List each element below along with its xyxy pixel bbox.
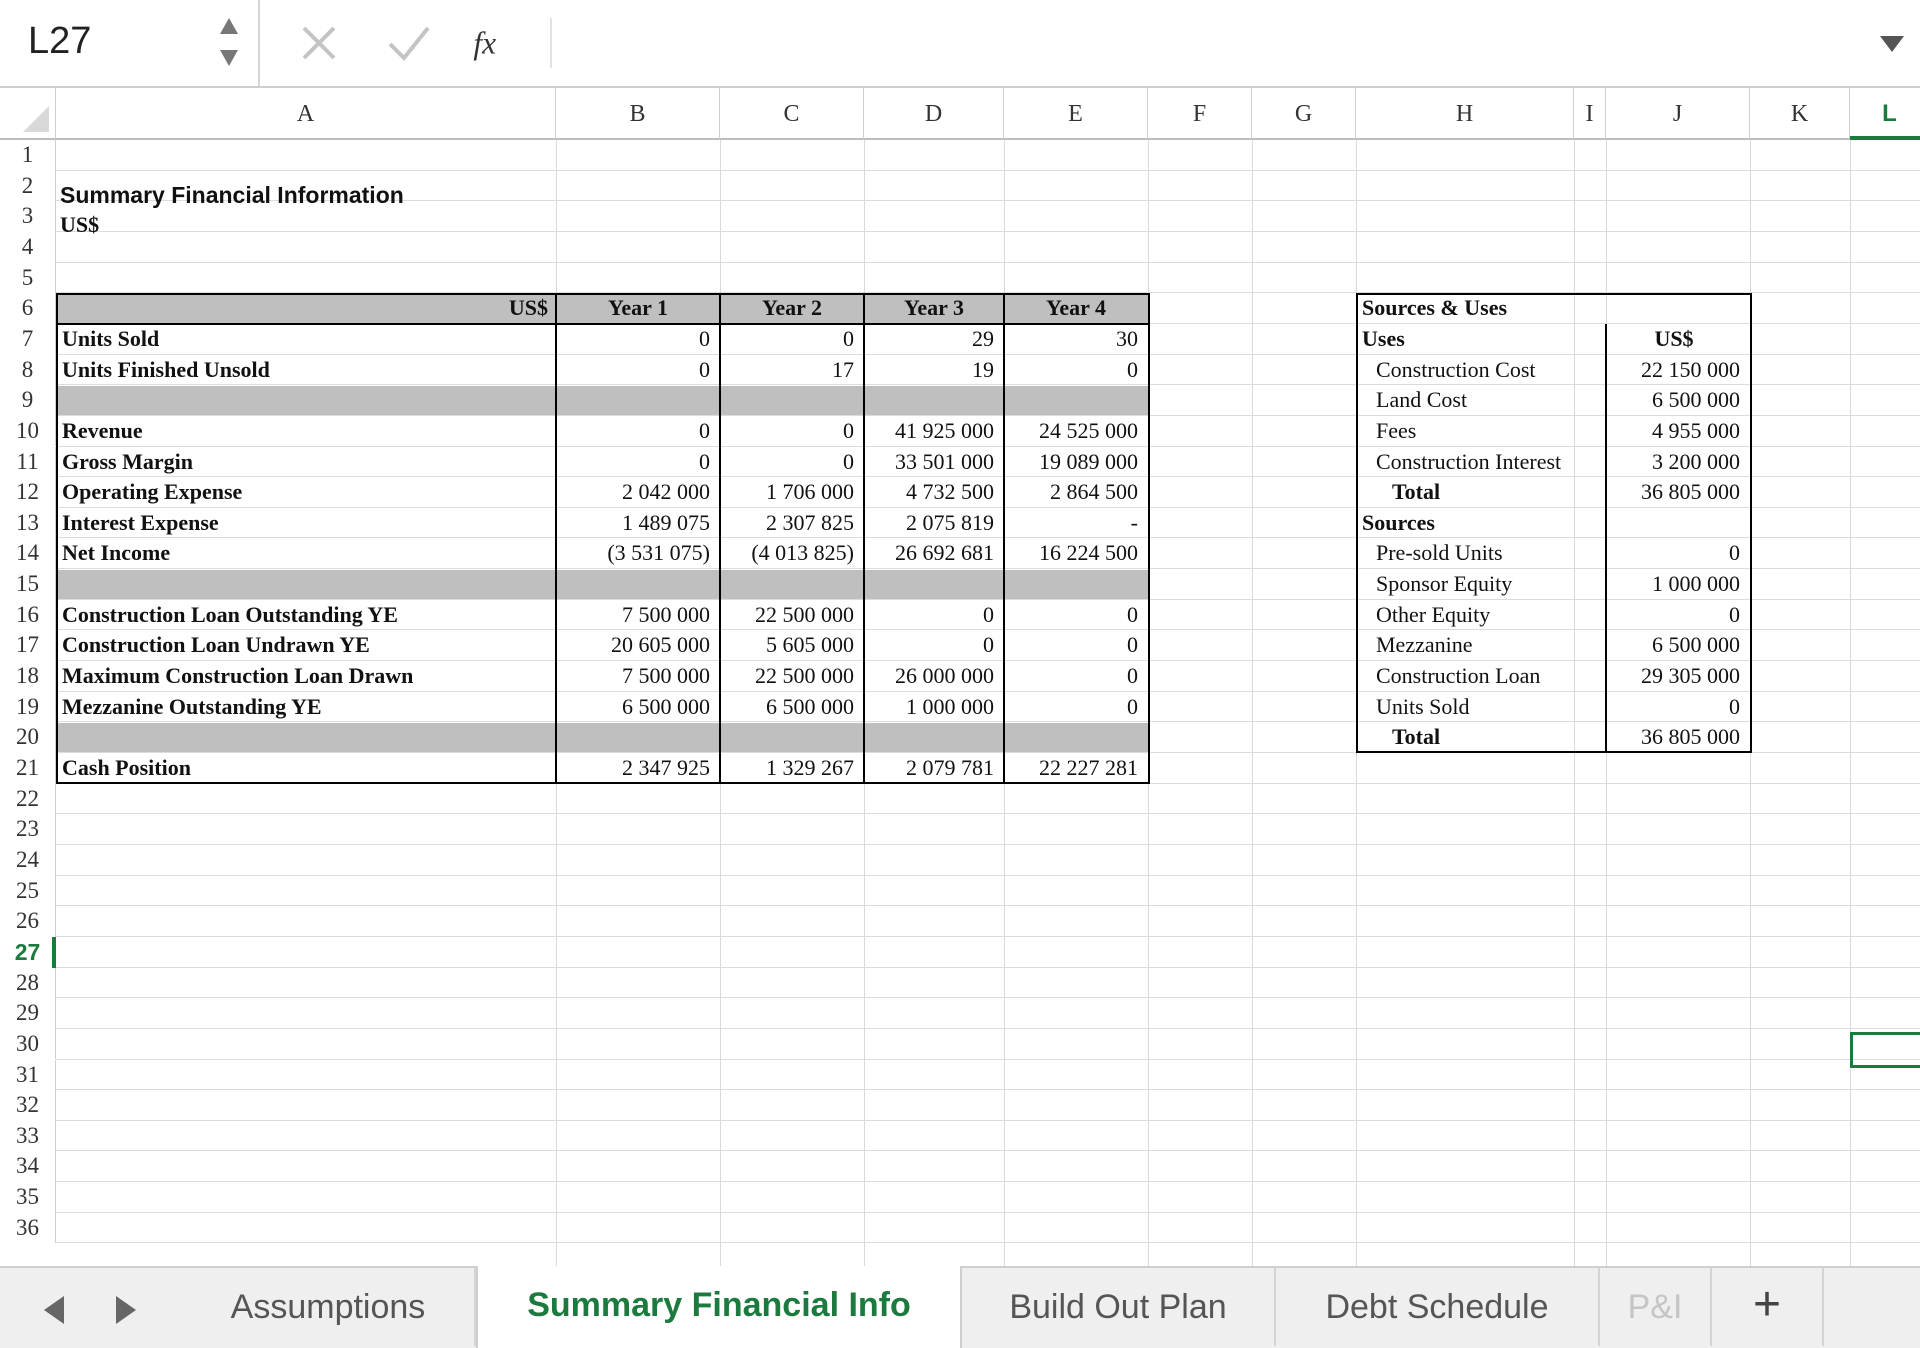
- summary-value-r7-c2[interactable]: 0: [843, 325, 854, 351]
- row-header-34[interactable]: 34: [0, 1151, 56, 1182]
- prev-sheet-arrow-icon[interactable]: [36, 1290, 76, 1330]
- row-header-3[interactable]: 3: [0, 201, 56, 232]
- summary-value-r18-c3[interactable]: 26 000 000: [895, 663, 994, 689]
- row-header-22[interactable]: 22: [0, 784, 56, 815]
- summary-table-border: [56, 293, 1150, 783]
- su-label-row-18[interactable]: Construction Loan: [1376, 663, 1541, 689]
- summary-label-row-7[interactable]: Units Sold: [62, 325, 160, 351]
- summary-label-row-12[interactable]: Operating Expense: [62, 479, 243, 505]
- row-gridline: [56, 875, 1920, 876]
- sheet-tab-summary-financial-info[interactable]: Summary Financial Info: [476, 1266, 962, 1348]
- sources-uses-title[interactable]: Sources & Uses: [1362, 295, 1508, 321]
- column-header-f[interactable]: F: [1148, 88, 1252, 140]
- su-value-row-16[interactable]: 0: [1729, 601, 1740, 627]
- row-header-24[interactable]: 24: [0, 845, 56, 876]
- row-header-32[interactable]: 32: [0, 1090, 56, 1121]
- row-header-31[interactable]: 31: [0, 1060, 56, 1091]
- summary-value-r17-c2[interactable]: 5 605 000: [766, 632, 854, 658]
- summary-value-r19-c3[interactable]: 1 000 000: [906, 693, 994, 719]
- name-box-stepper-icon[interactable]: [218, 14, 240, 70]
- add-sheet-button[interactable]: +: [1712, 1268, 1824, 1346]
- col-gridline: [1252, 140, 1253, 1266]
- sheet-tab-debt-schedule[interactable]: Debt Schedule: [1276, 1268, 1600, 1346]
- row-header-10[interactable]: 10: [0, 416, 56, 447]
- active-cell-l27[interactable]: [1850, 1032, 1920, 1068]
- summary-value-r14-c2[interactable]: (4 013 825): [751, 540, 854, 566]
- summary-value-r10-c1[interactable]: 0: [699, 417, 710, 443]
- summary-label-row-19[interactable]: Mezzanine Outstanding YE: [62, 693, 322, 719]
- row-gridline: [56, 936, 1920, 937]
- su-value-row-18[interactable]: 29 305 000: [1641, 663, 1740, 689]
- row-header-9[interactable]: 9: [0, 385, 56, 416]
- summary-value-r19-c2[interactable]: 6 500 000: [766, 693, 854, 719]
- column-header-j[interactable]: J: [1606, 88, 1750, 140]
- su-label-row-13[interactable]: Sources: [1362, 509, 1435, 535]
- su-value-row-8[interactable]: 22 150 000: [1641, 356, 1740, 382]
- summary-value-r21-c3[interactable]: 2 079 781: [906, 755, 994, 780]
- summary-header-3[interactable]: Year 3: [903, 295, 965, 321]
- summary-value-r8-c3[interactable]: 19: [972, 356, 994, 382]
- summary-value-r14-c1[interactable]: (3 531 075): [607, 540, 710, 566]
- row-header-25[interactable]: 25: [0, 876, 56, 907]
- sources-uses-col-divider: [1605, 324, 1607, 753]
- su-label-row-10[interactable]: Fees: [1376, 417, 1417, 443]
- su-value-row-19[interactable]: 0: [1729, 693, 1740, 719]
- summary-value-r12-c3[interactable]: 4 732 500: [906, 479, 994, 505]
- row-gridline: [56, 1028, 1920, 1029]
- row-header-26[interactable]: 26: [0, 906, 56, 937]
- row-header-19[interactable]: 19: [0, 692, 56, 723]
- summary-value-r7-c1[interactable]: 0: [699, 325, 710, 351]
- summary-label-row-8[interactable]: Units Finished Unsold: [62, 356, 270, 382]
- name-box-value[interactable]: L27: [28, 20, 92, 62]
- column-header-k[interactable]: K: [1750, 88, 1850, 140]
- summary-value-r17-c1[interactable]: 20 605 000: [611, 632, 710, 658]
- row-gridline: [56, 967, 1920, 968]
- next-sheet-arrow-icon[interactable]: [104, 1290, 144, 1330]
- row-header-28[interactable]: 28: [0, 968, 56, 999]
- row-gridline: [56, 905, 1920, 906]
- su-label-row-20[interactable]: Total: [1392, 724, 1441, 750]
- summary-value-r12-c1[interactable]: 2 042 000: [622, 479, 710, 505]
- su-label-row-8[interactable]: Construction Cost: [1376, 356, 1536, 382]
- column-header-a[interactable]: A: [56, 88, 556, 140]
- row-gridline: [56, 1212, 1920, 1213]
- summary-value-r16-c2[interactable]: 22 500 000: [755, 601, 854, 627]
- summary-value-r21-c4[interactable]: 22 227 281: [1039, 755, 1138, 780]
- row-header-36[interactable]: 36: [0, 1213, 56, 1244]
- row-gridline: [56, 1059, 1920, 1060]
- row-header-8[interactable]: 8: [0, 355, 56, 386]
- sheet-tab-assumptions[interactable]: Assumptions: [182, 1268, 476, 1346]
- su-label-row-17[interactable]: Mezzanine: [1376, 632, 1473, 658]
- su-value-row-14[interactable]: 0: [1729, 540, 1740, 566]
- row-header-30[interactable]: 30: [0, 1029, 56, 1060]
- row-header-18[interactable]: 18: [0, 661, 56, 692]
- su-value-row-17[interactable]: 6 500 000: [1652, 632, 1740, 658]
- row-header-27[interactable]: 27: [0, 937, 56, 968]
- su-label-row-16[interactable]: Other Equity: [1376, 601, 1491, 627]
- row-header-7[interactable]: 7: [0, 324, 56, 355]
- row-gridline: [56, 262, 1920, 263]
- row-header-15[interactable]: 15: [0, 569, 56, 600]
- summary-value-r8-c4[interactable]: 0: [1127, 356, 1138, 382]
- column-header-g[interactable]: G: [1252, 88, 1356, 140]
- summary-value-r10-c4[interactable]: 24 525 000: [1039, 417, 1138, 443]
- row-header-21[interactable]: 21: [0, 753, 56, 784]
- su-label-row-14[interactable]: Pre-sold Units: [1376, 540, 1503, 566]
- su-label-row-7[interactable]: Uses: [1362, 325, 1405, 351]
- cell-a2-title[interactable]: Summary Financial Information: [60, 182, 404, 208]
- row-gridline: [56, 1242, 1920, 1243]
- summary-value-r8-c1[interactable]: 0: [699, 356, 710, 382]
- summary-value-r16-c3[interactable]: 0: [983, 601, 994, 627]
- su-label-row-12[interactable]: Total: [1392, 479, 1441, 505]
- summary-value-r14-c4[interactable]: 16 224 500: [1039, 540, 1138, 566]
- sources-uses-border: [1356, 293, 1752, 753]
- summary-label-row-14[interactable]: Net Income: [62, 540, 171, 566]
- summary-col-divider: [863, 293, 865, 783]
- summary-header-4[interactable]: Year 4: [1045, 295, 1107, 321]
- row-gridline: [56, 1120, 1920, 1121]
- column-header-i[interactable]: I: [1574, 88, 1606, 140]
- column-header-d[interactable]: D: [864, 88, 1004, 140]
- column-header-e[interactable]: E: [1004, 88, 1148, 140]
- summary-value-r10-c3[interactable]: 41 925 000: [895, 417, 994, 443]
- row-header-33[interactable]: 33: [0, 1121, 56, 1152]
- summary-header-0[interactable]: US$: [508, 295, 548, 321]
- su-value-row-7[interactable]: US$: [1654, 325, 1694, 351]
- row-gridline: [56, 997, 1920, 998]
- row-selection-marker: [52, 937, 56, 968]
- su-label-row-19[interactable]: Units Sold: [1376, 693, 1470, 719]
- row-header-2[interactable]: 2: [0, 171, 56, 202]
- row-header-29[interactable]: 29: [0, 998, 56, 1029]
- insert-function-icon[interactable]: [472, 18, 522, 68]
- summary-value-r12-c4[interactable]: 2 864 500: [1050, 479, 1138, 505]
- column-header-l[interactable]: L: [1850, 88, 1920, 140]
- summary-value-r21-c1[interactable]: 2 347 925: [622, 755, 710, 780]
- spreadsheet-grid[interactable]: [0, 88, 1920, 1266]
- summary-value-r11-c1[interactable]: 0: [699, 448, 710, 474]
- summary-label-row-13[interactable]: Interest Expense: [62, 509, 219, 535]
- row-header-5[interactable]: 5: [0, 263, 56, 294]
- summary-value-r13-c3[interactable]: 2 075 819: [906, 509, 994, 535]
- summary-col-divider: [555, 293, 557, 783]
- row-header-11[interactable]: 11: [0, 447, 56, 478]
- svg-text:fx: fx: [473, 25, 497, 61]
- summary-value-r17-c3[interactable]: 0: [983, 632, 994, 658]
- cancel-icon[interactable]: [294, 18, 344, 68]
- su-value-row-12[interactable]: 36 805 000: [1641, 479, 1740, 505]
- summary-label-row-10[interactable]: Revenue: [62, 417, 143, 443]
- row-gridline: [56, 1150, 1920, 1151]
- row-header-4[interactable]: 4: [0, 232, 56, 263]
- summary-value-r13-c1[interactable]: 1 489 075: [622, 509, 710, 535]
- summary-value-r19-c1[interactable]: 6 500 000: [622, 693, 710, 719]
- row-header-13[interactable]: 13: [0, 508, 56, 539]
- summary-value-r18-c2[interactable]: 22 500 000: [755, 663, 854, 689]
- row-header-6[interactable]: 6: [0, 293, 56, 324]
- row-gridline: [56, 170, 1920, 171]
- formula-input[interactable]: [550, 18, 1852, 68]
- summary-value-r16-c1[interactable]: 7 500 000: [622, 601, 710, 627]
- summary-header-underline: [56, 323, 1148, 325]
- summary-label-row-11[interactable]: Gross Margin: [62, 448, 193, 474]
- su-value-row-11[interactable]: 3 200 000: [1652, 448, 1740, 474]
- row-header-35[interactable]: 35: [0, 1182, 56, 1213]
- su-value-row-20[interactable]: 36 805 000: [1641, 724, 1740, 750]
- summary-value-r11-c3[interactable]: 33 501 000: [895, 448, 994, 474]
- summary-value-r18-c1[interactable]: 7 500 000: [622, 663, 710, 689]
- sheet-tab-p-i[interactable]: P&I: [1600, 1268, 1712, 1346]
- row-gridline: [56, 844, 1920, 845]
- summary-value-r17-c4[interactable]: 0: [1127, 632, 1138, 658]
- summary-value-r7-c3[interactable]: 29: [972, 325, 994, 351]
- formula-bar: [0, 0, 1920, 88]
- summary-value-r14-c3[interactable]: 26 692 681: [895, 540, 994, 566]
- col-gridline: [1850, 140, 1851, 1266]
- su-label-row-15[interactable]: Sponsor Equity: [1376, 571, 1513, 597]
- summary-header-1[interactable]: Year 1: [607, 295, 669, 321]
- summary-value-r12-c2[interactable]: 1 706 000: [766, 479, 854, 505]
- name-box[interactable]: [0, 0, 260, 86]
- row-gridline: [56, 231, 1920, 232]
- summary-col-divider: [1003, 293, 1005, 783]
- row-header-23[interactable]: 23: [0, 814, 56, 845]
- row-gridline: [56, 1181, 1920, 1182]
- summary-label-row-17[interactable]: Construction Loan Undrawn YE: [62, 632, 370, 658]
- summary-label-row-21[interactable]: Cash Position: [62, 755, 191, 780]
- sheet-tab-build-out-plan[interactable]: Build Out Plan: [962, 1268, 1276, 1346]
- column-header-c[interactable]: C: [720, 88, 864, 140]
- column-header-b[interactable]: B: [556, 88, 720, 140]
- summary-value-r19-c4[interactable]: 0: [1127, 693, 1138, 719]
- summary-value-r21-c2[interactable]: 1 329 267: [766, 755, 854, 780]
- column-header-h[interactable]: H: [1356, 88, 1574, 140]
- row-header-14[interactable]: 14: [0, 538, 56, 569]
- summary-value-r16-c4[interactable]: 0: [1127, 601, 1138, 627]
- row-header-17[interactable]: 17: [0, 630, 56, 661]
- summary-value-r11-c4[interactable]: 19 089 000: [1039, 448, 1138, 474]
- chevron-down-icon[interactable]: [1872, 26, 1912, 60]
- row-header-12[interactable]: 12: [0, 477, 56, 508]
- su-label-row-11[interactable]: Construction Interest: [1376, 448, 1562, 474]
- summary-value-r10-c2[interactable]: 0: [843, 417, 854, 443]
- summary-value-r13-c4[interactable]: -: [1130, 509, 1138, 535]
- sheet-tab-bar: [0, 1266, 1920, 1348]
- summary-header-2[interactable]: Year 2: [761, 295, 823, 321]
- row-header-20[interactable]: 20: [0, 722, 56, 753]
- summary-value-r8-c2[interactable]: 17: [832, 356, 854, 382]
- enter-check-icon[interactable]: [384, 18, 434, 68]
- row-gridline: [56, 813, 1920, 814]
- row-header-16[interactable]: 16: [0, 600, 56, 631]
- summary-value-r18-c4[interactable]: 0: [1127, 663, 1138, 689]
- summary-value-r11-c2[interactable]: 0: [843, 448, 854, 474]
- summary-value-r7-c4[interactable]: 30: [1116, 325, 1138, 351]
- su-value-row-9[interactable]: 6 500 000: [1652, 387, 1740, 413]
- cell-a3-currency[interactable]: US$: [60, 212, 100, 237]
- summary-label-row-18[interactable]: Maximum Construction Loan Drawn: [62, 663, 414, 689]
- summary-label-row-16[interactable]: Construction Loan Outstanding YE: [62, 601, 398, 627]
- select-all-corner[interactable]: [0, 88, 56, 140]
- su-value-row-10[interactable]: 4 955 000: [1652, 417, 1740, 443]
- su-value-row-15[interactable]: 1 000 000: [1652, 571, 1740, 597]
- summary-col-divider: [719, 293, 721, 783]
- row-gridline: [56, 1089, 1920, 1090]
- summary-value-r13-c2[interactable]: 2 307 825: [766, 509, 854, 535]
- su-label-row-9[interactable]: Land Cost: [1376, 387, 1468, 413]
- row-header-1[interactable]: 1: [0, 140, 56, 171]
